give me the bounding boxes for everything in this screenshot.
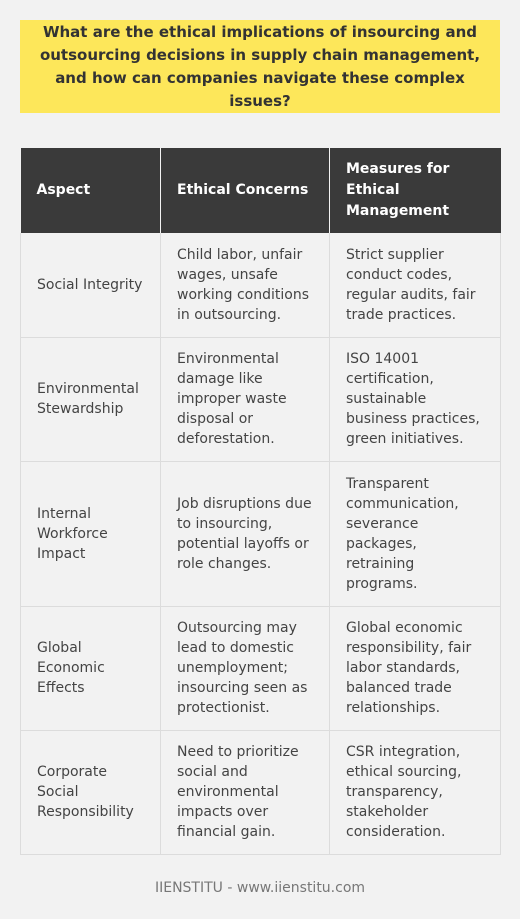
question-text: What are the ethical implications of insourcing and outsourcing decisions in supply chain management, and how can companies navigate these complex issues? [39, 22, 481, 110]
table-row [21, 461, 501, 606]
cell-measures: Strict supplier conduct codes, regular audits, fair trade practices. [330, 233, 501, 337]
cell-measures: CSR integration, ethical sourcing, transparency, stakeholder consideration. [330, 730, 501, 854]
cell-concerns: Need to prioritize social and environmental impacts over financial gain. [161, 730, 330, 854]
cell-concerns: Outsourcing may lead to domestic unemployment; insourcing seen as protectionist. [161, 606, 330, 730]
ethics-table [20, 148, 501, 855]
table-row [21, 730, 501, 854]
question-banner [20, 20, 500, 113]
cell-measures: Transparent communication, severance packages, retraining programs. [330, 461, 501, 606]
cell-aspect: Corporate Social Responsibility [21, 730, 161, 854]
header-ethical-concerns: Ethical Concerns [161, 148, 330, 233]
cell-concerns: Job disruptions due to insourcing, potential layoffs or role changes. [161, 461, 330, 606]
cell-concerns: Child labor, unfair wages, unsafe working conditions in outsourcing. [161, 233, 330, 337]
table-row [21, 233, 501, 337]
table-row [21, 337, 501, 461]
table-header-row [21, 148, 501, 233]
table-row [21, 606, 501, 730]
cell-measures: ISO 14001 certification, sustainable business practices, green initiatives. [330, 337, 501, 461]
cell-aspect: Global Economic Effects [21, 606, 161, 730]
cell-aspect: Social Integrity [21, 233, 161, 337]
cell-concerns: Environmental damage like improper waste disposal or deforestation. [161, 337, 330, 461]
footer-credit: IIENSTITU - www.iienstitu.com [154, 880, 366, 896]
header-measures: Measures for Ethical Management [330, 148, 501, 233]
cell-measures: Global economic responsibility, fair labor standards, balanced trade relationships. [330, 606, 501, 730]
cell-aspect: Environmental Stewardship [21, 337, 161, 461]
cell-aspect: Internal Workforce Impact [21, 461, 161, 606]
header-aspect: Aspect [21, 148, 161, 233]
